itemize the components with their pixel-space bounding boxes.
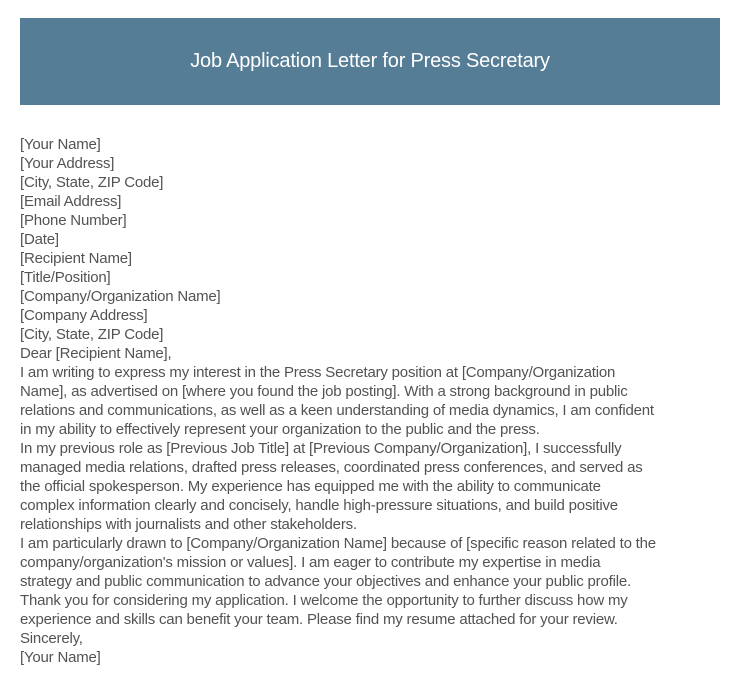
address-line: [Your Name] xyxy=(20,136,101,153)
body-line: company/organization's mission or values]. I am eager to contribute my expertise in media xyxy=(20,554,601,571)
salutation: Dear [Recipient Name], xyxy=(20,345,172,362)
signature: [Your Name] xyxy=(20,649,101,666)
body-line: managed media relations, drafted press releases, coordinated press conferences, and served as xyxy=(20,459,643,476)
address-line: [Your Address] xyxy=(20,155,115,172)
address-line: [Phone Number] xyxy=(20,212,127,229)
body-line: In my previous role as [Previous Job Title] at [Previous Company/Organization], I successfully xyxy=(20,440,622,457)
body-line: I am particularly drawn to [Company/Organization Name] because of [specific reason related to the xyxy=(20,535,656,552)
body-line: experience and skills can benefit your team. Please find my resume attached for your review. xyxy=(20,611,618,628)
address-line: [Recipient Name] xyxy=(20,250,132,267)
address-line: [City, State, ZIP Code] xyxy=(20,326,164,343)
body-line: Name], as advertised on [where you found the job posting]. With a strong background in public xyxy=(20,383,628,400)
letter-body xyxy=(20,135,722,667)
closing: Sincerely, xyxy=(20,630,83,647)
page-title: Job Application Letter for Press Secretary xyxy=(190,50,550,72)
body-line: complex information clearly and concisely, handle high-pressure situations, and build positive xyxy=(20,497,618,514)
body-line: strategy and public communication to advance your objectives and enhance your public profile. xyxy=(20,573,631,590)
letter-title-banner xyxy=(20,18,720,105)
address-line: [Company/Organization Name] xyxy=(20,288,221,305)
address-line: [Title/Position] xyxy=(20,269,111,286)
body-line: relationships with journalists and other stakeholders. xyxy=(20,516,357,533)
address-line: [Date] xyxy=(20,231,59,248)
body-line: I am writing to express my interest in the Press Secretary position at [Company/Organization xyxy=(20,364,616,381)
address-line: [City, State, ZIP Code] xyxy=(20,174,164,191)
body-line: in my ability to effectively represent your organization to the public and the press. xyxy=(20,421,540,438)
body-line: Thank you for considering my application. I welcome the opportunity to further discuss how my xyxy=(20,592,628,609)
letter-paragraphs xyxy=(20,363,722,629)
address-line: [Email Address] xyxy=(20,193,122,210)
sender-recipient-block xyxy=(20,135,722,344)
address-line: [Company Address] xyxy=(20,307,148,324)
body-line: relations and communications, as well as a keen understanding of media dynamics, I am confident xyxy=(20,402,654,419)
body-line: the official spokesperson. My experience has equipped me with the ability to communicate xyxy=(20,478,601,495)
